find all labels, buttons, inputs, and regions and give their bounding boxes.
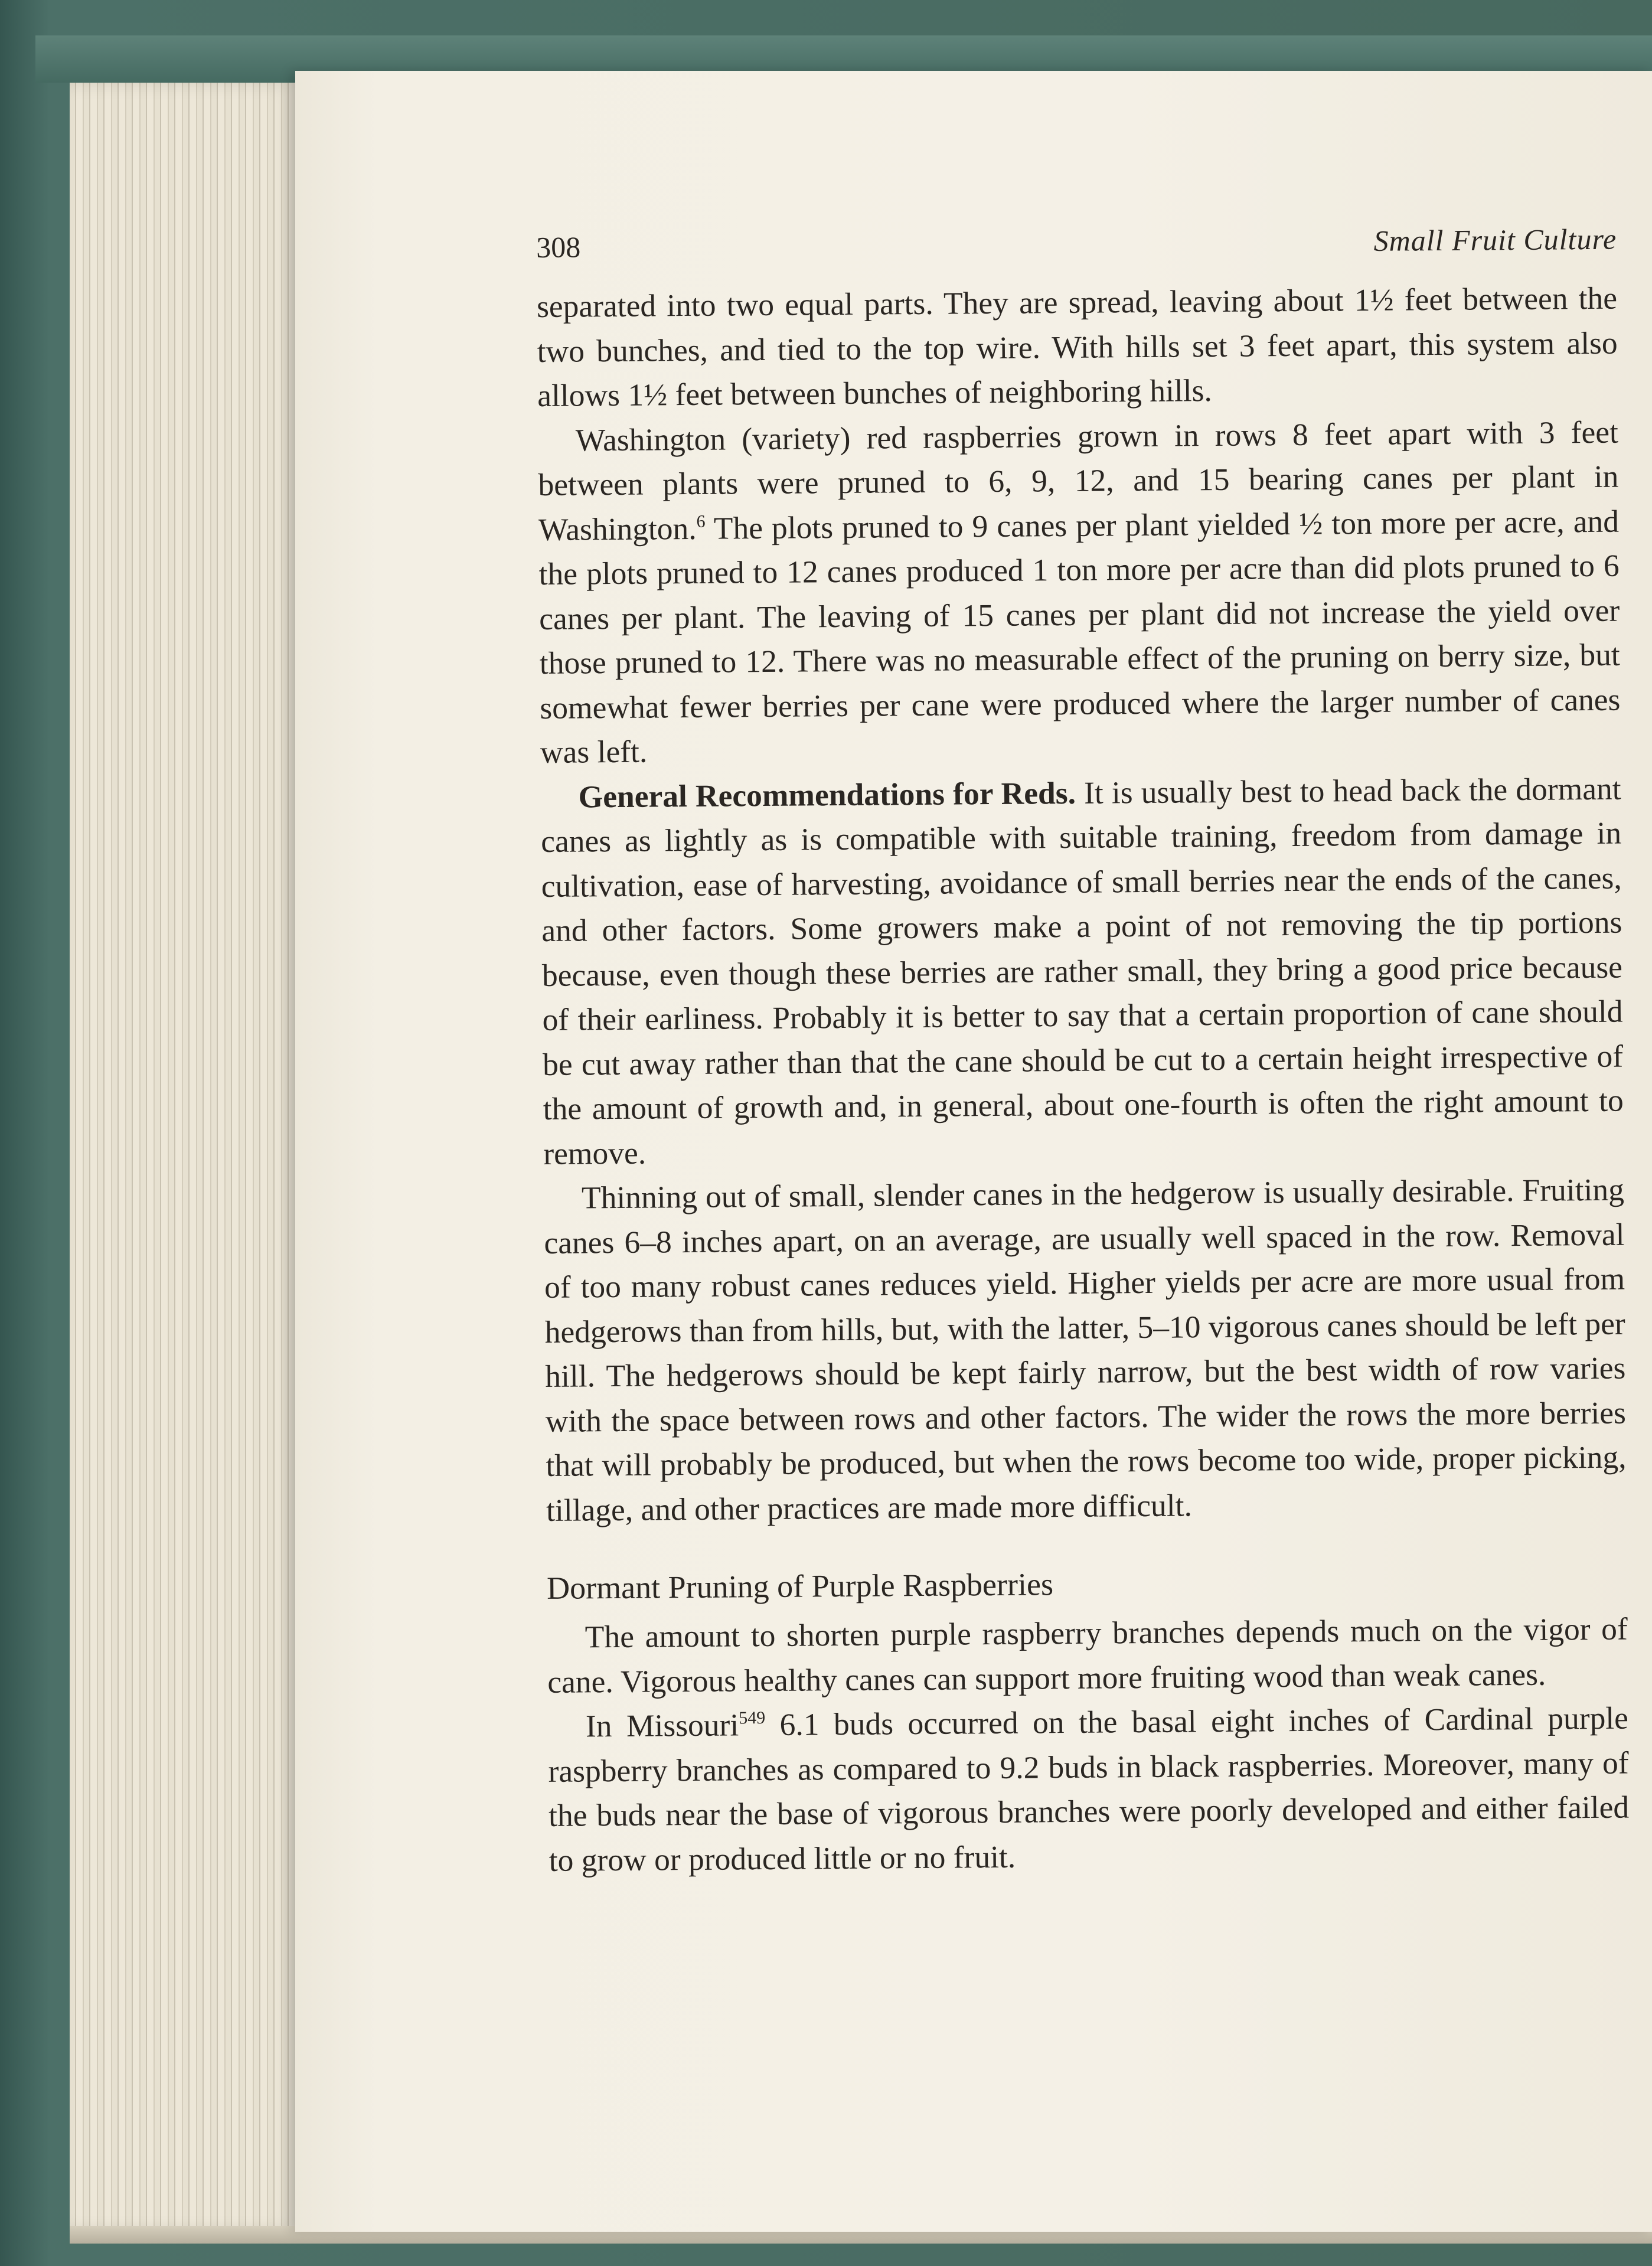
paragraph-5: The amount to shorten purple raspberry branches depends much on the vigor of cane. Vigorous healthy canes can support more fruiting wood than weak canes. [547, 1611, 1628, 1700]
paragraph-2-text-b: The plots pruned to 9 canes per plant yielded ½ ton more per acre, and the plots pruned to 12 canes produced 1 ton more per acre than did plots pruned to 6 canes per plant. The leaving of 15 canes per plant did not increase the yield over those pruned to 12. There was no measurable effect of the pruning on berry size, but somewhat fewer berries per cane were produced where the larger number of canes was left. [538, 503, 1621, 770]
page-header [536, 217, 1617, 285]
paragraph-6-text-a: In Missouri [585, 1707, 739, 1744]
paragraph-2-text-a: Washington (variety) red raspberries grown in rows 8 feet apart with 3 feet between plants were pruned to 6, 9, 12, and 15 bearing canes per plant in Washington. [538, 414, 1619, 547]
paragraph-3 [540, 766, 1624, 1176]
section-heading: Dormant Pruning of Purple Raspberries [546, 1566, 1054, 1606]
stacked-page-edges [70, 83, 300, 2232]
run-in-heading: General Recommendations for Reds. [578, 775, 1076, 814]
page-number: 308 [536, 230, 581, 264]
footnote-ref-549: 549 [739, 1708, 766, 1728]
paragraph-6-text-b: 6.1 buds occurred on the basal eight inches of Cardinal purple raspberry branches as compared to 9.2 buds in black raspberries. Moreover, many of the buds near the base of vigorous branches were poorly developed and either failed to grow or produced little or no fruit. [548, 1700, 1630, 1878]
page-text-block [536, 217, 1630, 1883]
footnote-ref-6: 6 [696, 511, 706, 531]
paragraph-3-text: It is usually best to head back the dormant canes as lightly as is compatible with suitable training, freedom from damage in cultivation, ease of harvesting, avoidance of small berries near the ends of the canes, and other factors. Some growers make a point of not removing the tip portions because, even though these berries are rather small, they bring a good price because of their earliness. Probably it is better to say that a certain proportion of cane should be cut away rather than that the cane should be cut to a certain height irrespective of the amount of growth and, in general, about one-fourth is often the right amount to remove. [540, 770, 1624, 1171]
paragraph-2 [538, 410, 1621, 775]
paragraph-6 [548, 1696, 1630, 1883]
paragraph-1: separated into two equal parts. They are spread, leaving about 1½ feet between the two bunches, and tied to the top wire. With hills set 3 feet apart, this system also allows 1½ feet between bunches of neighboring hills. [536, 280, 1618, 413]
book-page [295, 71, 1652, 2232]
running-head: Small Fruit Culture [1373, 222, 1617, 257]
paragraph-4: Thinning out of small, slender canes in the hedgerow is usually desirable. Fruiting canes 6–8 inches apart, on an average, are usually well spaced in the row. Removal of too many robust canes reduces yield. Higher yields per acre are more usual from hedgerows than from hills, but, with the latter, 5–10 vigorous canes should be left per hill. The hedgerows should be kept fairly narrow, but the best width of row varies with the space between rows and other factors. The wider the rows the more berries that will probably be produced, but when the rows become too wide, proper picking, tillage, and other practices are made more difficult. [544, 1171, 1627, 1528]
